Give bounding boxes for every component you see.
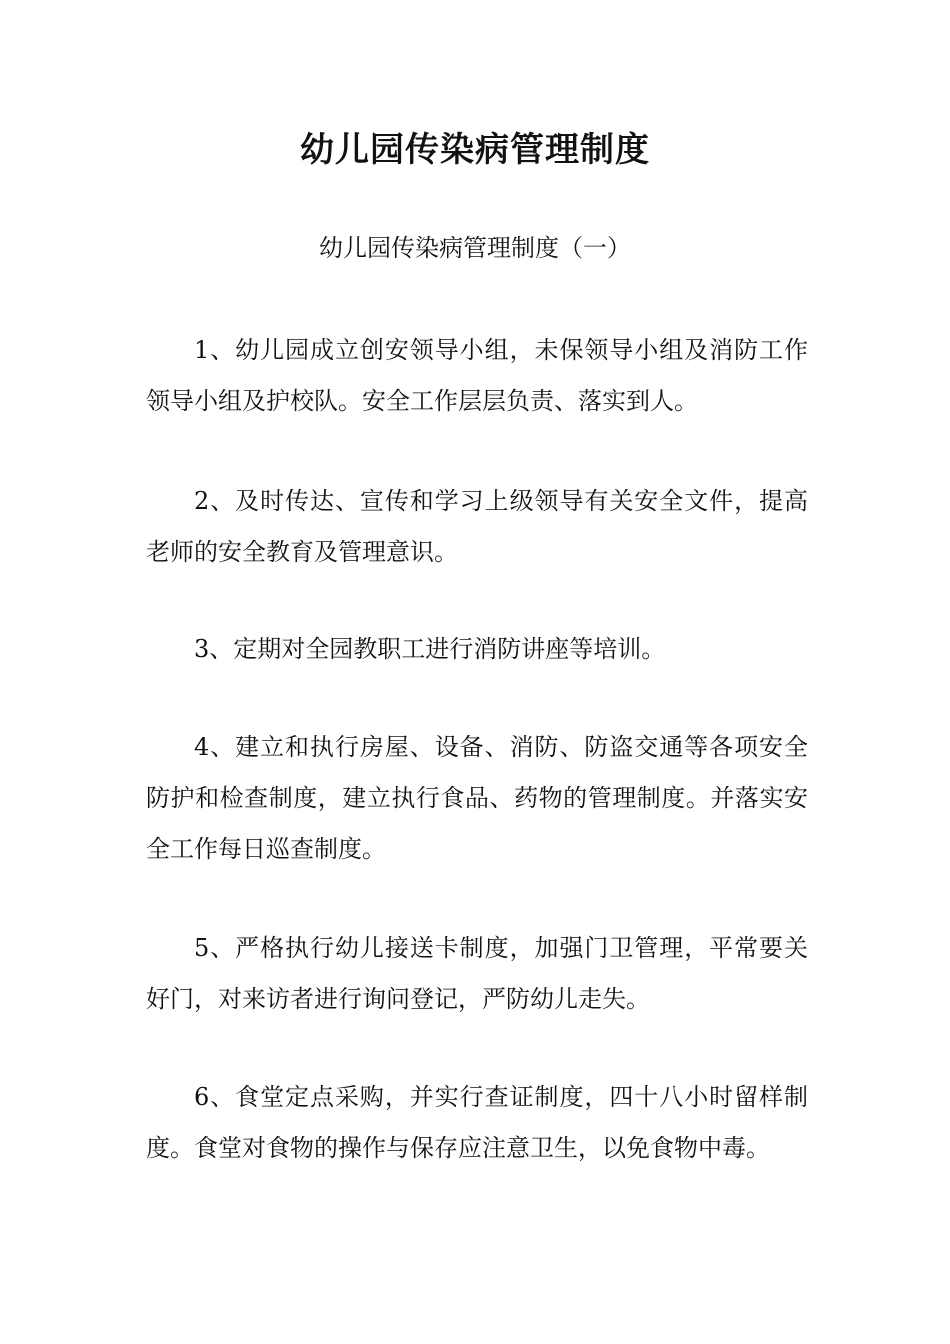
- document-title: 幼儿园传染病管理制度: [300, 130, 650, 170]
- paragraph-1: 1、幼儿园成立创安领导小组，未保领导小组及消防工作领导小组及护校队。安全工作层层负责、落实到人。: [146, 336, 808, 415]
- paragraph-5: 5、严格执行幼儿接送卡制度，加强门卫管理，平常要关好门，对来访者进行询问登记，严防幼儿走失。: [146, 934, 808, 1013]
- paragraph-2: 2、及时传达、宣传和学习上级领导有关安全文件，提高老师的安全教育及管理意识。: [146, 487, 808, 566]
- paragraph-3: 3、定期对全园教职工进行消防讲座等培训。: [194, 635, 666, 663]
- paragraph-4: 4、建立和执行房屋、设备、消防、防盗交通等各项安全防护和检查制度，建立执行食品、药物的管理制度。并落实安全工作每日巡查制度。: [146, 733, 808, 863]
- paragraph-6: 6、食堂定点采购，并实行查证制度，四十八小时留样制度。食堂对食物的操作与保存应注意卫生，以免食物中毒。: [146, 1083, 808, 1162]
- document-subtitle: 幼儿园传染病管理制度（一）: [319, 234, 631, 262]
